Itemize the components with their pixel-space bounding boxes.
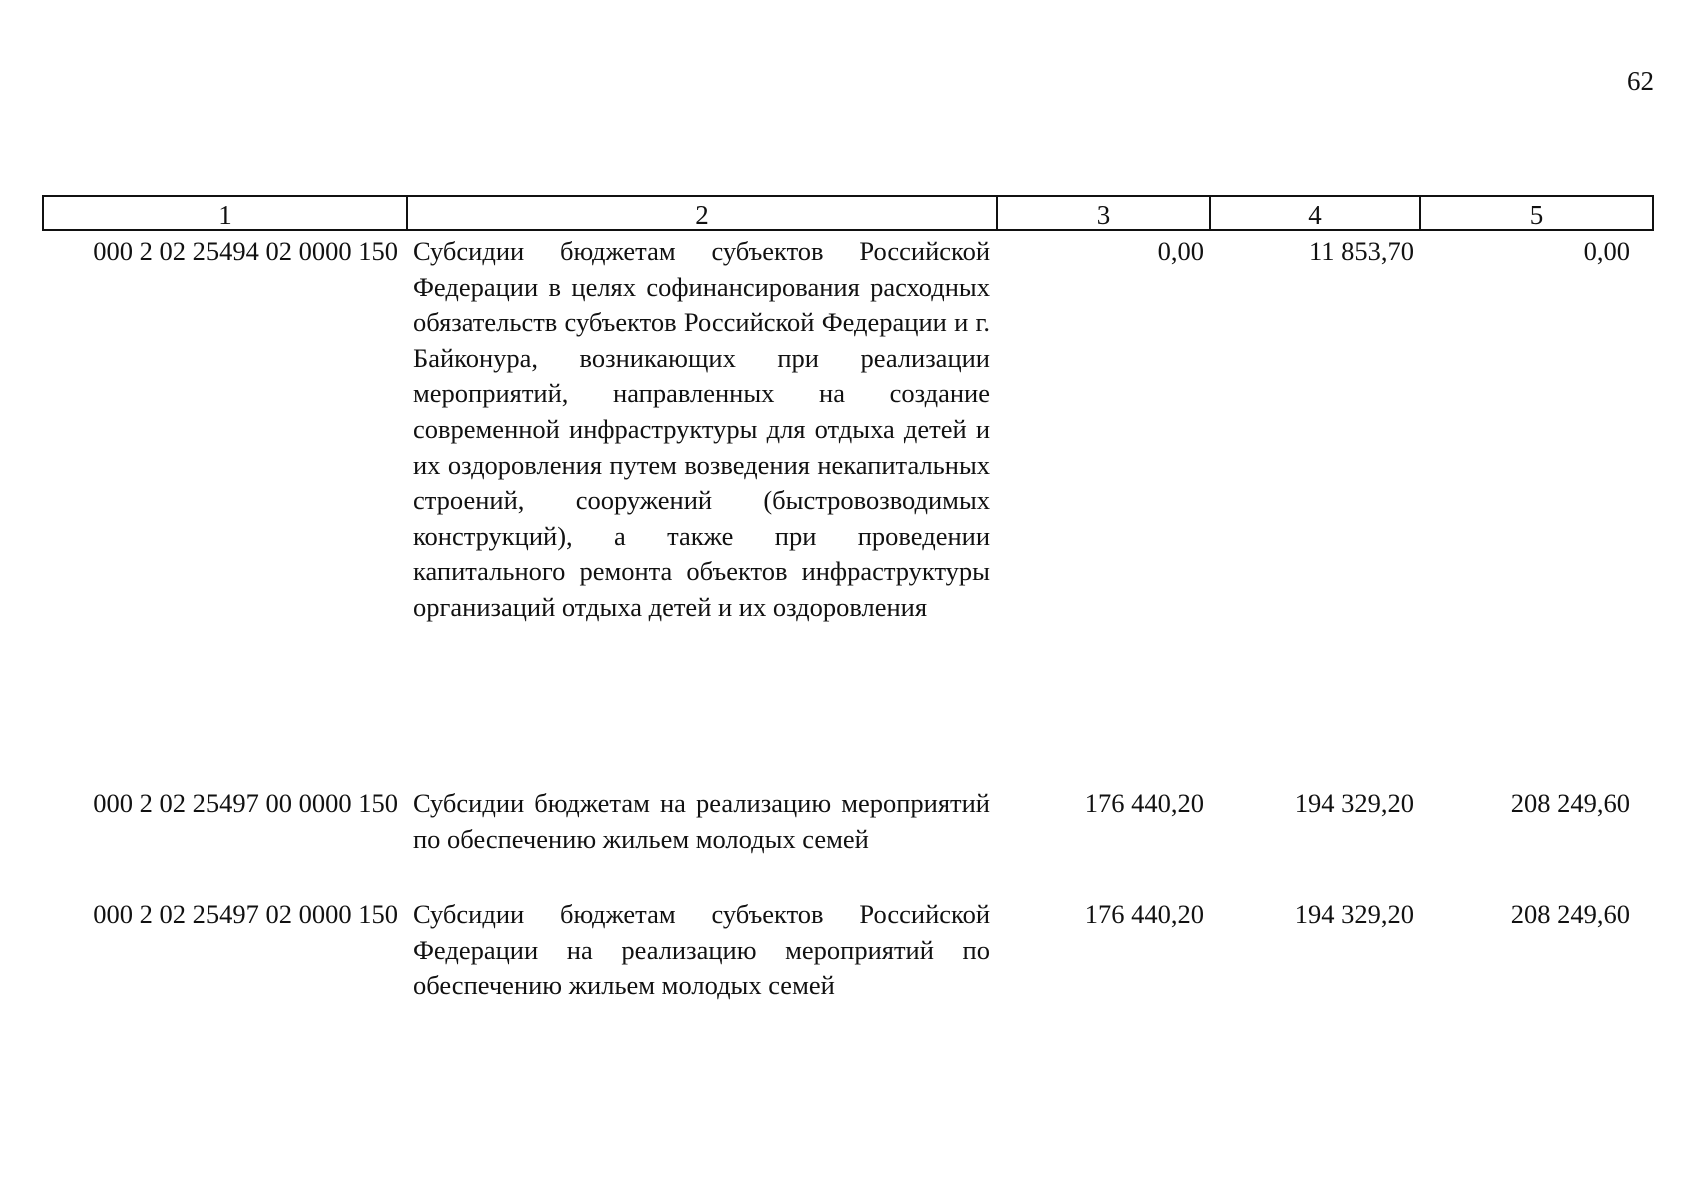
budget-code: 000 2 02 25497 00 0000 150 bbox=[93, 788, 398, 818]
header-col-3: 3 bbox=[998, 197, 1211, 229]
value-col-3: 176 440,20 bbox=[1084, 899, 1204, 929]
budget-code: 000 2 02 25494 02 0000 150 bbox=[93, 236, 398, 266]
budget-code: 000 2 02 25497 02 0000 150 bbox=[93, 899, 398, 929]
page-number: 62 bbox=[1627, 66, 1654, 96]
table-row bbox=[42, 786, 1654, 857]
header-col-5: 5 bbox=[1529, 199, 1544, 230]
row-description: Субсидии бюджетам субъектов Российской Федерации на реализацию мероприятий по обеспечению жильем молодых семей bbox=[413, 899, 990, 1001]
header-col-2: 2 bbox=[408, 197, 998, 229]
value-col-4: 11 853,70 bbox=[1308, 236, 1414, 266]
row-description: Субсидии бюджетам субъектов Российской Федерации в целях софинансирования расходных обязательств субъектов Российской Федерации и г. Байконура, возникающих при реализации мероприятий, направленных на создание современной инфраструктуры для отдыха детей и их оздоровления путем возведения некапитальных строений, сооружений (быстровозводимых конструкций), а также при проведении капитального ремонта объектов инфраструктуры организаций отдыха детей и их оздоровления bbox=[413, 236, 990, 622]
row-description: Субсидии бюджетам на реализацию мероприятий по обеспечению жильем молодых семей bbox=[413, 788, 990, 854]
value-col-5: 208 249,60 bbox=[1510, 899, 1630, 929]
value-col-4: 194 329,20 bbox=[1294, 899, 1414, 929]
header-col-4: 4 bbox=[1211, 197, 1421, 229]
value-col-5: 0,00 bbox=[1583, 236, 1630, 266]
value-col-3: 176 440,20 bbox=[1084, 788, 1204, 818]
value-col-5: 208 249,60 bbox=[1510, 788, 1630, 818]
value-col-4: 194 329,20 bbox=[1294, 788, 1414, 818]
header-col-1: 1 bbox=[44, 197, 408, 229]
table-header bbox=[42, 195, 1654, 231]
value-col-3: 0,00 bbox=[1157, 236, 1204, 266]
table-row bbox=[42, 897, 1654, 1004]
table-row bbox=[42, 234, 1654, 626]
